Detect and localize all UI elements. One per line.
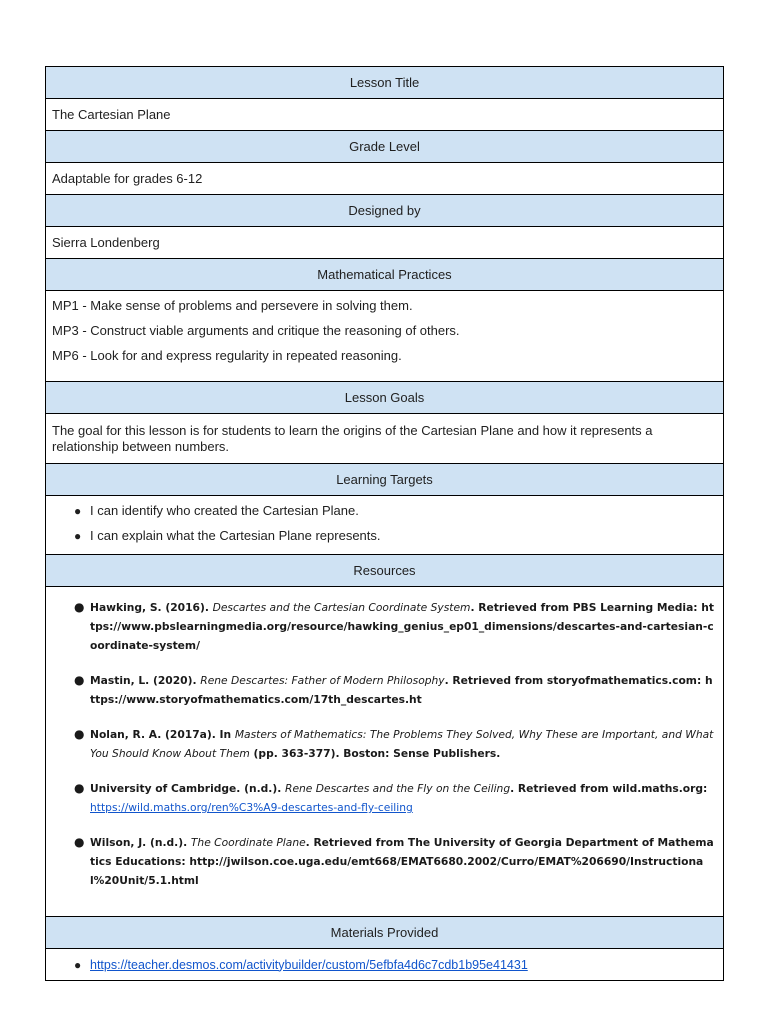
list-item: [46, 779, 715, 817]
list-item: [46, 503, 717, 519]
ref-source: . Retrieved from The University of Georgia Department of Mathematics Educations: http://jwilson.coe.uga.edu/emt668/EMAT6680.2002/Curro/EMAT%206690/Instructional%20Unit/5.1.html: [90, 836, 714, 887]
ref-title: The Coordinate Plane: [190, 836, 306, 849]
materials-value-row: [46, 949, 724, 981]
goals-header-row: [46, 382, 724, 414]
grade-level-header: Grade Level: [46, 131, 724, 163]
target-text: I can identify who created the Cartesian Plane.: [90, 503, 359, 518]
lesson-plan-table: [45, 66, 724, 981]
practices-value-row: [46, 291, 724, 382]
goals-text: The goal for this lesson is for students to learn the origins of the Cartesian Plane and how it represents a relationship between numbers.: [52, 422, 653, 454]
practices-header: Mathematical Practices: [46, 259, 724, 291]
ref-title: Rene Descartes and the Fly on the Ceiling: [285, 782, 511, 795]
grade-level-value-row: [46, 163, 724, 195]
lesson-title-header: Lesson Title: [46, 67, 724, 99]
ref-link[interactable]: https://wild.maths.org/ren%C3%A9-descartes-and-fly-ceiling: [90, 801, 413, 814]
ref-title: Rene Descartes: Father of Modern Philosophy: [200, 674, 445, 687]
targets-value-row: [46, 496, 724, 555]
ref-title: Masters of Mathematics: The Problems They Solved, Why These are Important, and What You Should Know About Them: [90, 728, 714, 760]
ref-author: University of Cambridge. (n.d.).: [90, 782, 286, 795]
ref-author: Wilson, J. (n.d.).: [90, 836, 191, 849]
bullet-icon: ●: [74, 727, 85, 741]
bullet-icon: ●: [74, 529, 82, 543]
resources-header-row: [46, 555, 724, 587]
bullet-icon: ●: [74, 781, 85, 795]
list-item: [46, 671, 715, 709]
targets-header: Learning Targets: [46, 464, 724, 496]
resources-list: [46, 598, 715, 890]
grade-level-value: Adaptable for grades 6-12: [46, 163, 724, 195]
designed-by-header-row: [46, 195, 724, 227]
materials-link[interactable]: https://teacher.desmos.com/activitybuilder/custom/5efbfa4d6c7cdb1b95e41431: [90, 957, 528, 972]
ref-author: Hawking, S. (2016).: [90, 601, 213, 614]
resources-header: Resources: [46, 555, 724, 587]
resources-value-row: [46, 587, 724, 917]
list-item: [46, 598, 715, 655]
targets-header-row: [46, 464, 724, 496]
lesson-title-value: The Cartesian Plane: [46, 99, 724, 131]
practices-header-row: [46, 259, 724, 291]
designed-by-value-row: [46, 227, 724, 259]
materials-header: Materials Provided: [46, 917, 724, 949]
practice-item: MP3 - Construct viable arguments and critique the reasoning of others.: [52, 323, 460, 338]
goals-value-row: [46, 414, 724, 464]
ref-author: Mastin, L. (2020).: [90, 674, 201, 687]
materials-list: [46, 957, 717, 973]
practice-item: MP6 - Look for and express regularity in repeated reasoning.: [52, 348, 402, 363]
lesson-title-header-row: [46, 67, 724, 99]
ref-source: . Retrieved from PBS Learning Media: https://www.pbslearningmedia.org/resource/hawking_genius_ep01_dimensions/descartes-and-cartesian-coordinate-system/: [90, 601, 715, 652]
bullet-icon: ●: [74, 600, 85, 614]
lesson-title-value-row: [46, 99, 724, 131]
materials-header-row: [46, 917, 724, 949]
resources-list-cell: [46, 587, 724, 917]
list-item: [46, 725, 715, 763]
designed-by-header: Designed by: [46, 195, 724, 227]
list-item: [46, 833, 715, 890]
targets-list: [46, 503, 717, 544]
list-item: [46, 957, 717, 973]
ref-source: . Retrieved from wild.maths.org:: [510, 782, 708, 795]
ref-source: . Retrieved from storyofmathematics.com: https://www.storyofmathematics.com/17th_descartes.ht: [90, 674, 713, 706]
grade-level-header-row: [46, 131, 724, 163]
bullet-icon: ●: [74, 957, 82, 972]
goals-value: [46, 414, 724, 464]
target-text: I can explain what the Cartesian Plane represents.: [90, 528, 381, 543]
bullet-icon: ●: [74, 673, 85, 687]
materials-list-cell: [46, 949, 724, 981]
ref-title: Descartes and the Cartesian Coordinate System: [212, 601, 471, 614]
ref-source: (pp. 363-377). Boston: Sense Publishers.: [249, 747, 501, 760]
list-item: [46, 528, 717, 544]
practice-item: MP1 - Make sense of problems and persevere in solving them.: [52, 298, 413, 313]
bullet-icon: ●: [74, 504, 82, 518]
ref-author: Nolan, R. A. (2017a). In: [90, 728, 235, 741]
targets-list-cell: [46, 496, 724, 555]
practices-list: [46, 291, 724, 382]
goals-header: Lesson Goals: [46, 382, 724, 414]
bullet-icon: ●: [74, 835, 85, 849]
designed-by-value: Sierra Londenberg: [46, 227, 724, 259]
